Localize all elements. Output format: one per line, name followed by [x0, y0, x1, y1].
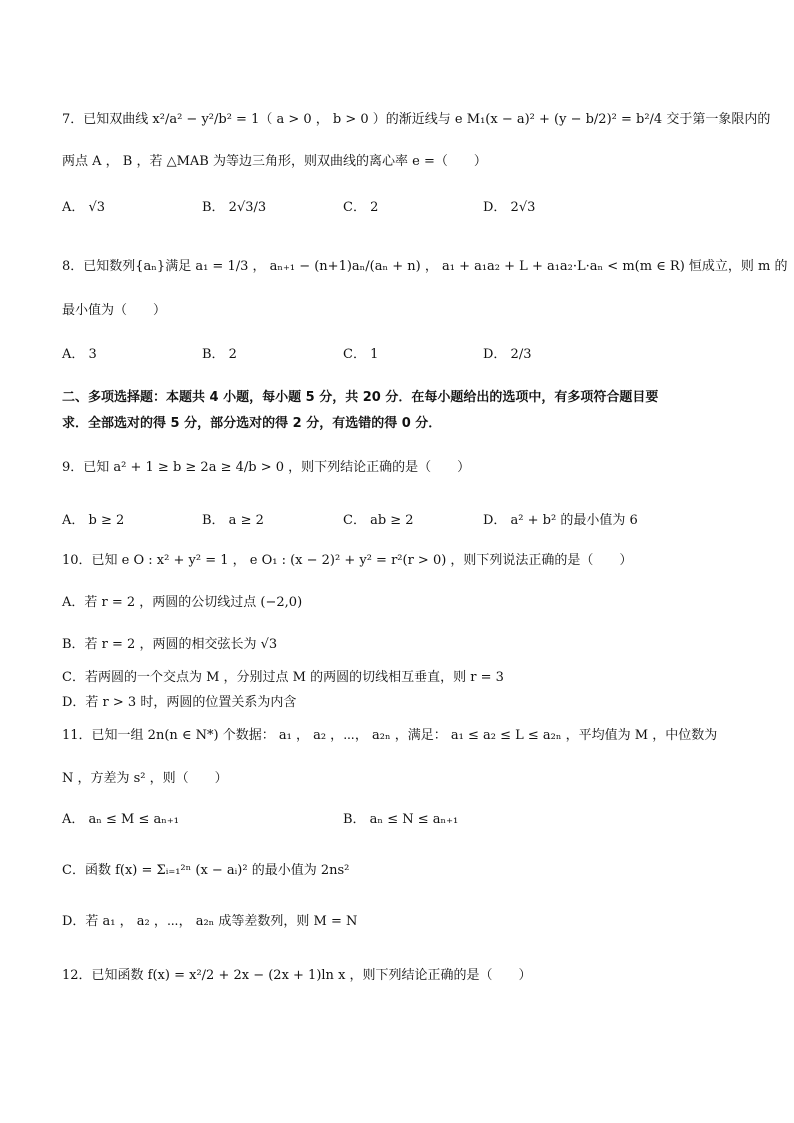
q7-options: [62, 198, 742, 218]
q11-options-ab: [62, 810, 742, 830]
q10-stem: 10．已知 e O : x² + y² = 1 ， e O₁ : (x − 2)² + y² = r²(r > 0) ，则下列说法正确的是（ ）: [62, 553, 633, 568]
q7-stem-line2: 两点 A ， B ，若 △MAB 为等边三角形，则双曲线的离心率 e =（ ）: [62, 154, 487, 169]
q7-stem-line1: 7．已知双曲线 x²/a² − y²/b² = 1（ a > 0 ， b > 0 ）的渐近线与 e M₁(x − a)² + (y − b/2)² = b²/4 交于第一象限内的: [62, 112, 771, 127]
q7-option-a: A． √3: [62, 200, 106, 215]
q8-stem-line1: 8．已知数列{aₙ}满足 a₁ = 1/3 ， aₙ₊₁ − (n+1)aₙ/(aₙ + n) ， a₁ + a₁a₂ + L + a₁a₂·L·aₙ < m(m ∈ R) 恒成立，则 m 的: [62, 259, 788, 274]
q12-stem: 12．已知函数 f(x) = x²/2 + 2x − (2x + 1)ln x ，则下列结论正确的是（ ）: [62, 968, 532, 983]
q9-option-a: A． b ≥ 2: [62, 513, 125, 528]
q9-option-c: C． ab ≥ 2: [343, 513, 414, 528]
section2-heading-line2: 求．全部选对的得 5 分，部分选对的得 2 分，有选错的得 0 分．: [62, 416, 442, 431]
q10-option-b: B．若 r = 2 ，两圆的相交弦长为 √3: [62, 637, 278, 652]
q11-option-d: D．若 a₁ ， a₂ ，⋯， a₂ₙ 成等差数列，则 M = N: [62, 914, 358, 929]
q9-stem: 9．已知 a² + 1 ≥ b ≥ 2a ≥ 4/b > 0 ，则下列结论正确的是（ ）: [62, 460, 471, 475]
q8-option-d: D． 2/3: [483, 347, 532, 362]
q9-option-b: B． a ≥ 2: [202, 513, 264, 528]
q7-option-d: D． 2√3: [483, 200, 536, 215]
q11-stem-line1: 11．已知一组 2n(n ∈ N*) 个数据： a₁ ， a₂ ，⋯， a₂ₙ ，满足： a₁ ≤ a₂ ≤ L ≤ a₂ₙ ，平均值为 M ，中位数为: [62, 728, 718, 743]
q11-option-b: B． aₙ ≤ N ≤ aₙ₊₁: [343, 812, 459, 827]
q10-option-c: C．若两圆的一个交点为 M ，分别过点 M 的两圆的切线相互垂直，则 r = 3: [62, 670, 504, 685]
q7-option-c: C． 2: [343, 200, 379, 215]
q10-option-d: D．若 r > 3 时，两圆的位置关系为内含: [62, 695, 297, 710]
q11-stem-line2: N ，方差为 s² ，则（ ）: [62, 771, 228, 786]
q8-options: [62, 345, 742, 365]
section2-heading-line1: 二、多项选择题：本题共 4 小题，每小题 5 分，共 20 分．在每小题给出的选项中，有多项符合题目要: [62, 390, 659, 405]
q10-option-a: A．若 r = 2 ，两圆的公切线过点 (−2,0): [62, 595, 303, 610]
q8-option-c: C． 1: [343, 347, 379, 362]
q8-option-a: A． 3: [62, 347, 97, 362]
q11-option-a: A． aₙ ≤ M ≤ aₙ₊₁: [62, 812, 179, 827]
q11-option-c: C．函数 f(x) = Σᵢ₌₁²ⁿ (x − aᵢ)² 的最小值为 2ns²: [62, 863, 350, 878]
q9-options: [62, 511, 742, 531]
q8-stem-line2: 最小值为（ ）: [62, 303, 167, 318]
q8-option-b: B． 2: [202, 347, 237, 362]
q7-option-b: B． 2√3/3: [202, 200, 267, 215]
q9-option-d: D． a² + b² 的最小值为 6: [483, 513, 638, 528]
